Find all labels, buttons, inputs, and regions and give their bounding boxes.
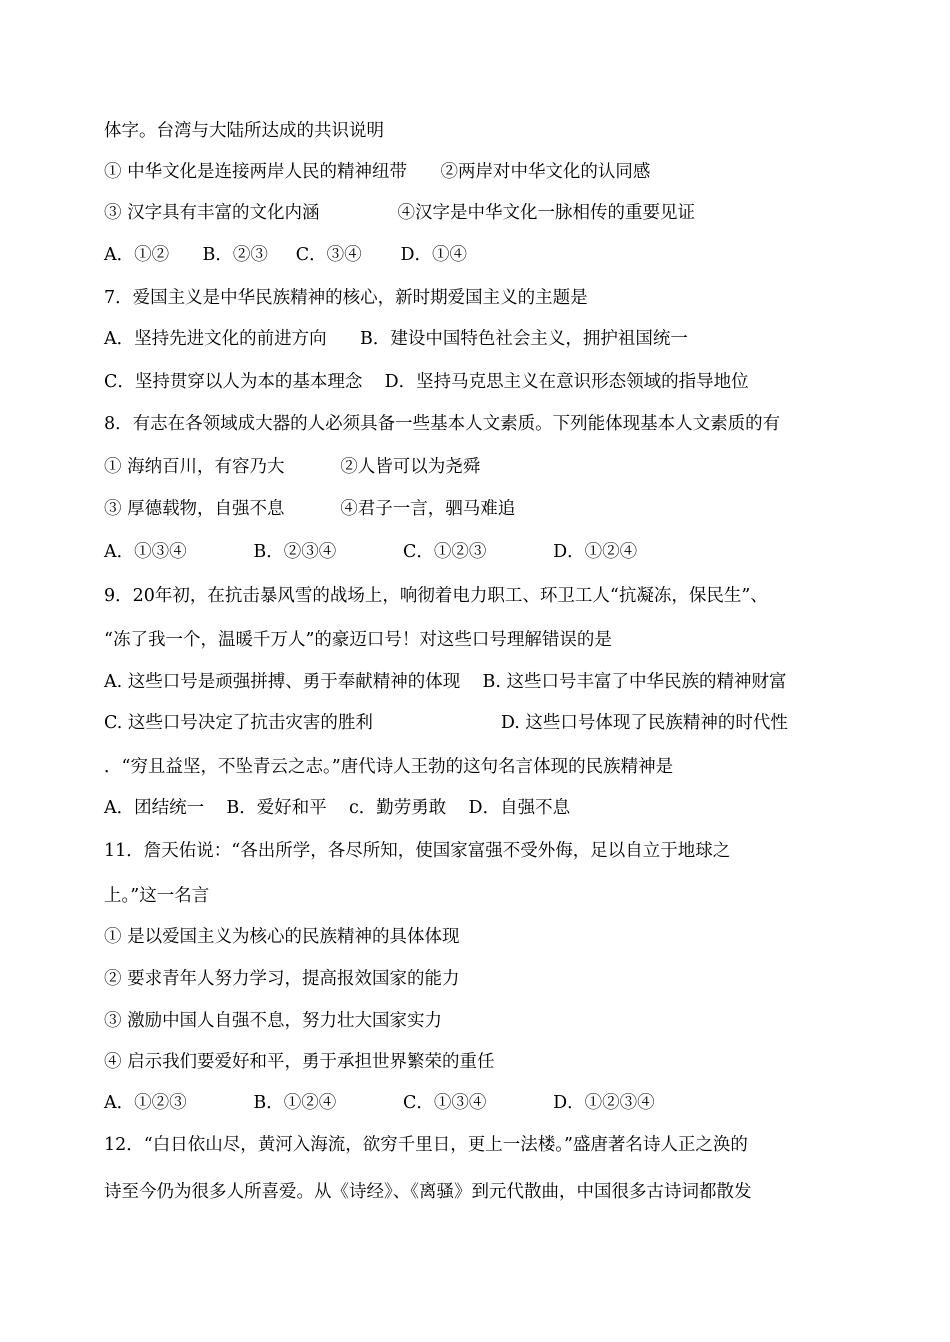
text-line: 上。”这一名言 xyxy=(104,886,210,906)
answer-options: A．①②③ B．①②④ C．①③④ D．①②③④ xyxy=(104,1093,655,1113)
question-10: ．“穷且益坚，不坠青云之志。”唐代诗人王勃的这句名言体现的民族精神是 xyxy=(104,757,674,777)
text-line: 诗至今仍为很多人所喜爱。从《诗经》、《离骚》到元代散曲，中国很多古诗词都散发 xyxy=(104,1182,752,1202)
answer-options: A. 这些口号是顽强拼搏、勇于奉献精神的体现 B. 这些口号丰富了中华民族的精神财富 xyxy=(104,672,787,692)
text-line: “冻了我一个，温暖千万人”的豪迈口号！对这些口号理解错误的是 xyxy=(104,630,612,650)
answer-options: A．①② B．②③ C．③④ D．①④ xyxy=(104,245,468,265)
text-line: ① 是以爱国主义为核心的民族精神的具体体现 xyxy=(104,927,460,947)
text-line: ③ 厚德载物，自强不息 ④君子一言，驷马难追 xyxy=(104,499,516,519)
text-line: 体字。台湾与大陆所达成的共识说明 xyxy=(104,121,384,141)
answer-options: A．①③④ B．②③④ C．①②③ D．①②④ xyxy=(104,542,638,562)
text-line: ② 要求青年人努力学习，提高报效国家的能力 xyxy=(104,969,460,989)
answer-options: A．坚持先进文化的前进方向 B．建设中国特色社会主义，拥护祖国统一 xyxy=(104,329,688,349)
answer-options: A．团结统一 B．爱好和平 c．勤劳勇敢 D．自强不息 xyxy=(104,798,571,818)
question-7: 7．爱国主义是中华民族精神的核心，新时期爱国主义的主题是 xyxy=(104,288,588,308)
answer-options: C．坚持贯穿以人为本的基本理念 D．坚持马克思主义在意识形态领域的指导地位 xyxy=(104,372,749,392)
text-line: ① 海纳百川，有容乃大 ②人皆可以为尧舜 xyxy=(104,457,481,477)
question-8: 8．有志在各领域成大器的人必须具备一些基本人文素质。下列能体现基本人文素质的有 xyxy=(104,414,781,434)
question-11: 11．詹天佑说：“各出所学，各尽所知，使国家富强不受外侮，足以自立于地球之 xyxy=(104,841,731,861)
text-line: ④ 启示我们要爱好和平，勇于承担世界繁荣的重任 xyxy=(104,1052,495,1072)
text-line: ③ 汉字具有丰富的文化内涵 ④汉字是中华文化一脉相传的重要见证 xyxy=(104,203,695,223)
question-9: 9．20年初，在抗击暴风雪的战场上，响彻着电力职工、环卫工人“抗凝冻，保民生”、 xyxy=(104,586,768,606)
answer-options: C. 这些口号决定了抗击灾害的胜利 D. 这些口号体现了民族精神的时代性 xyxy=(104,713,788,733)
text-line: ③ 激励中国人自强不息，努力壮大国家实力 xyxy=(104,1011,443,1031)
text-line: ① 中华文化是连接两岸人民的精神纽带 ②两岸对中华文化的认同感 xyxy=(104,162,651,182)
question-12: 12．“白日依山尽，黄河入海流，欲穷千里日，更上一法楼。”盛唐著名诗人正之涣的 xyxy=(104,1135,748,1155)
